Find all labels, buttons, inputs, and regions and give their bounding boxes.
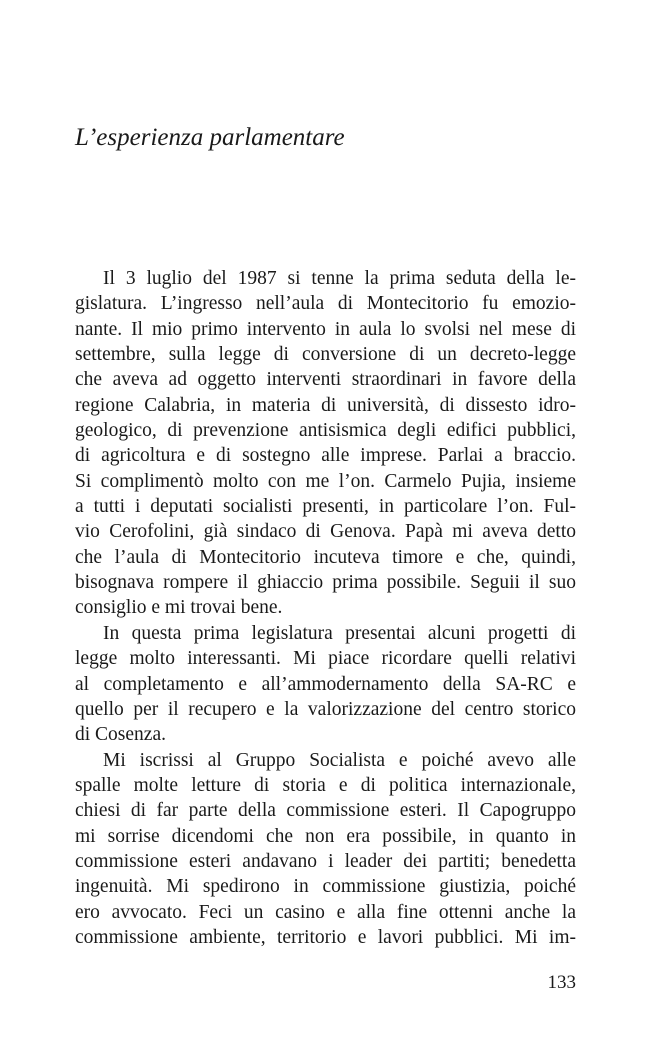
text-line: di Cosenza. — [75, 724, 166, 746]
text-line: di agricoltura e di sostegno alle imprese. Parlai a braccio. — [75, 445, 576, 467]
text-line: legge molto interessanti. Mi piace ricordare quelli relativi — [75, 648, 576, 670]
text-line: ingenuità. Mi spedirono in commissione giustizia, poiché — [75, 876, 576, 898]
text-line: vio Cerofolini, già sindaco di Genova. Papà mi aveva detto — [75, 521, 576, 543]
text-line: nante. Il mio primo intervento in aula lo svolsi nel mese di — [75, 318, 576, 340]
text-line: al completamento e all’ammodernamento della SA-RC e — [75, 673, 576, 695]
text-line: ero avvocato. Feci un casino e alla fine ottenni anche la — [75, 901, 576, 923]
text-line: bisognava rompere il ghiaccio prima possibile. Seguii il suo — [75, 572, 576, 594]
text-line: Il 3 luglio del 1987 si tenne la prima seduta della le- — [103, 268, 576, 289]
text-line: In questa prima legislatura presentai alcuni progetti di — [103, 622, 576, 644]
text-line: che l’aula di Montecitorio incuteva timore e che, quindi, — [75, 546, 576, 568]
text-line: consiglio e mi trovai bene. — [75, 597, 283, 619]
chapter-title: L’esperienza parlamentare — [75, 124, 345, 151]
text-line: chiesi di far parte della commissione esteri. Il Capogruppo — [75, 800, 576, 822]
text-line: quello per il recupero e la valorizzazione del centro storico — [75, 698, 576, 720]
text-line: Si complimentò molto con me l’on. Carmelo Pujia, insieme — [75, 470, 576, 492]
text-line: commissione esteri andavano i leader dei partiti; benedetta — [75, 850, 576, 872]
text-line: commissione ambiente, territorio e lavori pubblici. Mi im- — [75, 926, 576, 948]
body-text — [75, 266, 576, 950]
text-line: settembre, sulla legge di conversione di un decreto-legge — [75, 344, 576, 366]
text-line: Mi iscrissi al Gruppo Socialista e poiché avevo alle — [103, 749, 576, 771]
text-line: regione Calabria, in materia di università, di dissesto idro- — [75, 394, 576, 416]
text-line: mi sorrise dicendomi che non era possibile, in quanto in — [75, 825, 576, 847]
text-line: che aveva ad oggetto interventi straordinari in favore della — [75, 369, 576, 391]
text-line: spalle molte letture di storia e di politica internazionale, — [75, 774, 576, 796]
text-line: geologico, di prevenzione antisismica degli edifici pubblici, — [75, 420, 576, 442]
page-number: 133 — [547, 972, 576, 993]
text-line: gislatura. L’ingresso nell’aula di Montecitorio fu emozio- — [75, 293, 576, 315]
text-line: a tutti i deputati socialisti presenti, in particolare l’on. Ful- — [75, 496, 576, 518]
